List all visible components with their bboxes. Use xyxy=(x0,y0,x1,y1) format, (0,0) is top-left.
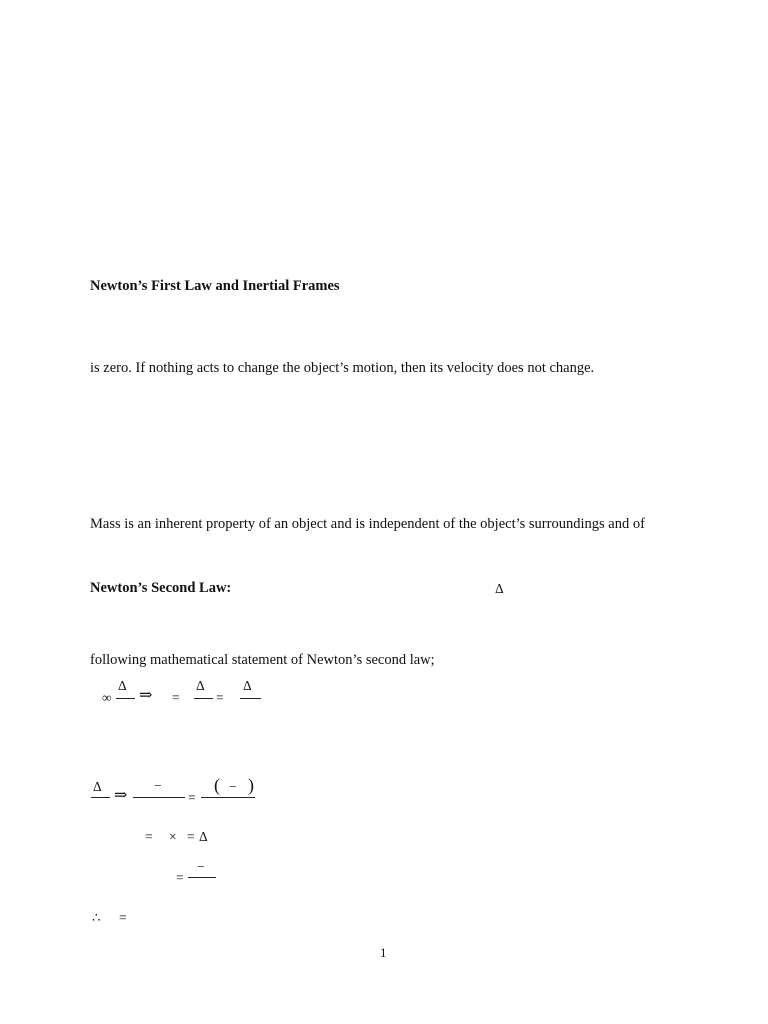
fraction-numerator: Δ xyxy=(93,779,102,794)
equals-sign: = xyxy=(119,910,127,925)
equals-sign: = xyxy=(188,790,196,805)
implies-arrow: ⇒ xyxy=(139,687,153,704)
fraction-bar xyxy=(133,797,185,798)
minus-sign: − xyxy=(229,779,237,794)
equals-sign: = xyxy=(176,870,184,885)
heading-second-law: Newton’s Second Law: xyxy=(90,580,232,596)
fraction-2-numerator: Δ xyxy=(196,678,205,693)
paragraph-first-law: is zero. If nothing acts to change the object’s motion, then its velocity does not change. xyxy=(90,360,595,376)
paragraph-mass: Mass is an inherent property of an object and is independent of the object’s surroundings and of xyxy=(90,516,645,532)
equals-sign: = xyxy=(145,829,153,844)
equals-sign: = xyxy=(216,690,224,705)
fraction-2-bar xyxy=(194,698,213,699)
fraction-bar xyxy=(188,877,216,878)
minus-sign: − xyxy=(197,859,205,874)
fraction-1-bar xyxy=(116,698,135,699)
heading-first-law: Newton’s First Law and Inertial Frames xyxy=(90,278,340,294)
fraction-bar xyxy=(91,797,110,798)
equals-sign: = xyxy=(172,690,180,705)
delta-symbol: Δ xyxy=(199,829,208,844)
equals-sign: = xyxy=(187,829,195,844)
minus-sign: − xyxy=(154,778,162,793)
implies-arrow: ⇒ xyxy=(114,787,128,804)
left-parenthesis: ( xyxy=(214,775,220,795)
page-number: 1 xyxy=(380,945,387,960)
fraction-3-numerator: Δ xyxy=(243,678,252,693)
therefore-symbol: ∴ xyxy=(92,910,101,925)
proportional-symbol: ∞ xyxy=(102,690,112,705)
right-parenthesis: ) xyxy=(248,775,254,795)
fraction-1-numerator: Δ xyxy=(118,678,127,693)
fraction-bar xyxy=(201,797,255,798)
fraction-3-bar xyxy=(240,698,261,699)
paragraph-statement: following mathematical statement of Newton’s second law; xyxy=(90,652,435,668)
times-sign: × xyxy=(169,829,177,844)
second-law-delta-symbol: Δ xyxy=(495,581,504,596)
